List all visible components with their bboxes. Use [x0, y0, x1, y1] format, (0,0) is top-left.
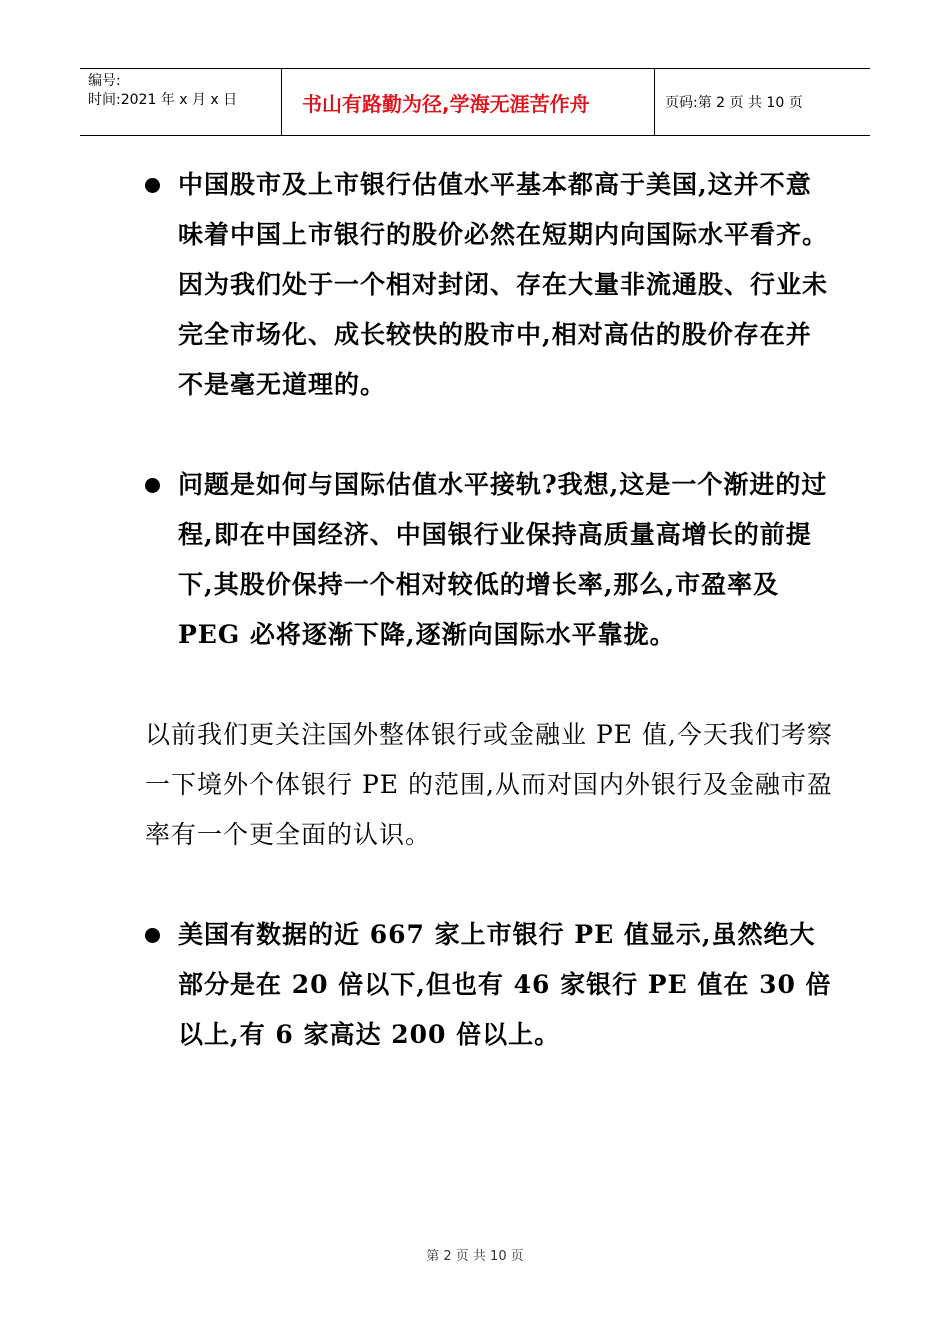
bullet-dot-icon	[145, 478, 160, 493]
bullet-dot-icon	[145, 928, 160, 943]
bullet-item-3	[145, 910, 835, 1060]
header-table	[80, 68, 870, 136]
document-number-label: 编号:	[88, 73, 121, 89]
page-footer: 第 2 页 共 10 页	[426, 1249, 524, 1264]
bullet-text: 问题是如何与国际估值水平接轨?我想,这是一个渐进的过程,即在中国经济、中国银行业保持高质量高增长的前提下,其股价保持一个相对较低的增长率,那么,市盈率及 PEG 必将逐渐下降,逐渐向国际水平靠拢。	[178, 470, 828, 649]
header-page-info: 页码:第 2 页 共 10 页	[665, 95, 803, 111]
bullet-item-1	[145, 160, 835, 410]
document-body	[145, 160, 835, 1060]
bullet-item-2	[145, 460, 835, 660]
body-paragraph: 以前我们更关注国外整体银行或金融业 PE 值,今天我们考察一下境外个体银行 PE 的范围,从而对国内外银行及金融市盈率有一个更全面的认识。	[145, 720, 833, 849]
header-motto: 书山有路勤为径,学海无涯苦作舟	[282, 69, 655, 135]
bullet-text: 美国有数据的近 667 家上市银行 PE 值显示,虽然绝大部分是在 20 倍以下,但也有 46 家银行 PE 值在 30 倍以上,有 6 家高达 200 倍以上。	[178, 920, 832, 1049]
bullet-dot-icon	[145, 178, 160, 193]
header-meta-cell	[80, 69, 282, 135]
document-time-label: 时间:2021 年 x 月 x 日	[88, 92, 238, 108]
bullet-text: 中国股市及上市银行估值水平基本都高于美国,这并不意味着中国上市银行的股价必然在短期内向国际水平看齐。因为我们处于一个相对封闭、存在大量非流通股、行业未完全市场化、成长较快的股市中,相对高估的股价存在并不是毫无道理的。	[178, 170, 829, 399]
